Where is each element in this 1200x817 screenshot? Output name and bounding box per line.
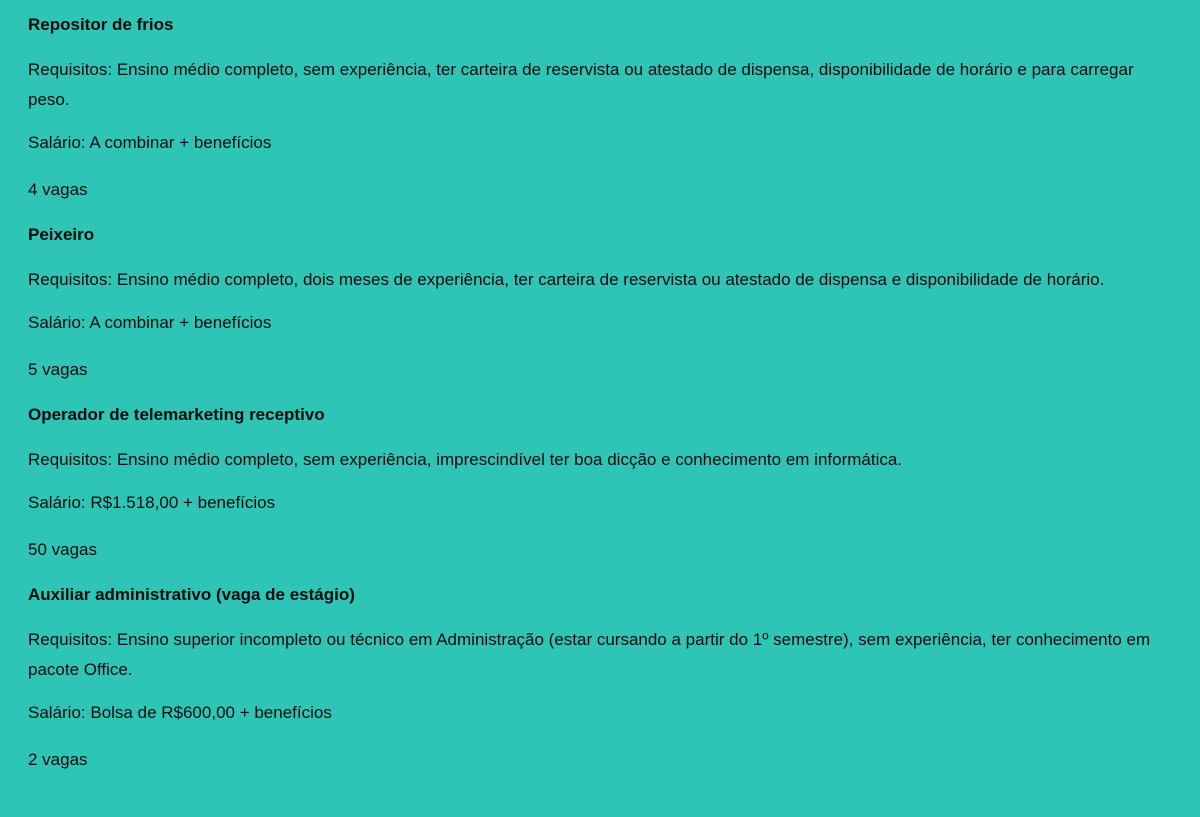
job-salary: Salário: Bolsa de R$600,00 + benefícios [28, 703, 332, 722]
job-salary: Salário: A combinar + benefícios [28, 133, 272, 152]
job-requirements: Requisitos: Ensino médio completo, sem experiência, ter carteira de reservista ou atestado de dispensa, disponibilidade de horário e para carregar peso. [28, 60, 1134, 109]
job-listing [28, 583, 1160, 775]
job-salary: Salário: R$1.518,00 + benefícios [28, 493, 276, 512]
job-openings: 4 vagas [28, 180, 88, 199]
job-listing [28, 223, 1160, 385]
job-title: Operador de telemarketing receptivo [28, 405, 325, 424]
job-openings: 50 vagas [28, 540, 97, 559]
job-listing [28, 13, 1160, 205]
job-salary: Salário: A combinar + benefícios [28, 313, 272, 332]
job-listing [28, 403, 1160, 565]
job-openings: 5 vagas [28, 360, 88, 379]
job-requirements: Requisitos: Ensino médio completo, sem experiência, imprescindível ter boa dicção e conhecimento em informática. [28, 450, 903, 469]
job-title: Auxiliar administrativo (vaga de estágio) [28, 585, 355, 604]
job-title: Peixeiro [28, 225, 95, 244]
job-requirements: Requisitos: Ensino superior incompleto ou técnico em Administração (estar cursando a partir do 1º semestre), sem experiência, ter conhecimento em pacote Office. [28, 630, 1151, 679]
job-openings: 2 vagas [28, 750, 88, 769]
job-requirements: Requisitos: Ensino médio completo, dois meses de experiência, ter carteira de reservista ou atestado de dispensa e disponibilidade de horário. [28, 270, 1105, 289]
job-title: Repositor de frios [28, 15, 174, 34]
